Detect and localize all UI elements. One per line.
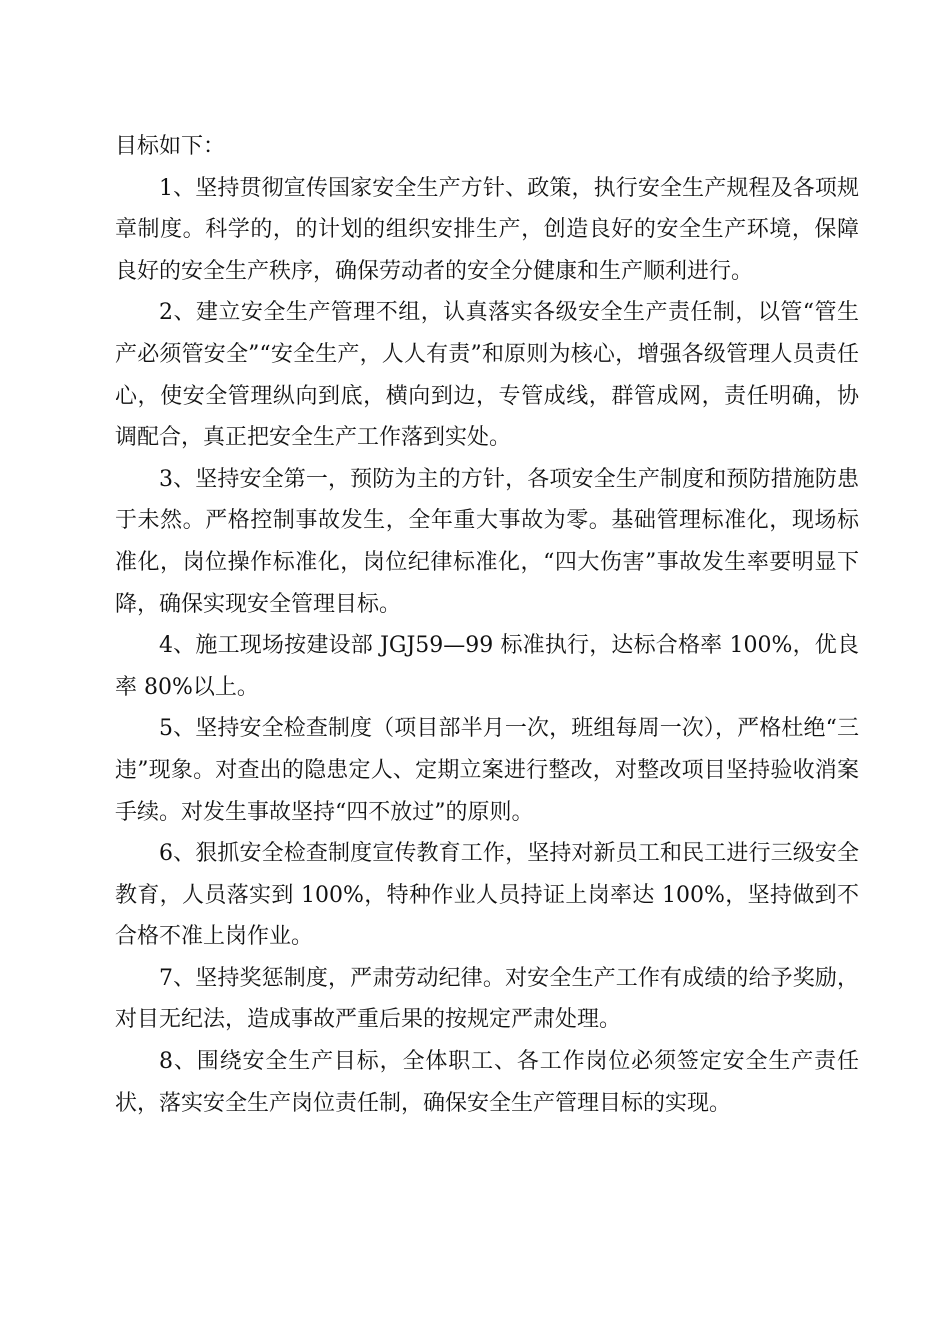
paragraph-1: 1、坚持贯彻宣传国家安全生产方针、政策，执行安全生产规程及各项规章制度。科学的，的计划的组织安排生产，创造良好的安全生产环境，保障良好的安全生产秩序，确保劳动者的安全分健康和生产顺利进行。 [115, 175, 859, 284]
paragraph-2: 2、建立安全生产管理不组，认真落实各级安全生产责任制，以管“管生产必须管安全”“安全生产，人人有责”和原则为核心，增强各级管理人员责任心，使安全管理纵向到底，横向到边，专管成线，群管成网，责任明确，协调配合，真正把安全生产工作落到实处。 [115, 300, 859, 451]
document-body [115, 126, 859, 1124]
paragraph-8: 8、围绕安全生产目标，全体职工、各工作岗位必须签定安全生产责任状，落实安全生产岗位责任制，确保安全生产管理目标的实现。 [115, 1049, 859, 1116]
paragraph-5: 5、坚持安全检查制度（项目部半月一次，班组每周一次），严格杜绝“三违”现象。对查出的隐患定人、定期立案进行整改，对整改项目坚持验收消案手续。对发生事故坚持“四不放过”的原则。 [115, 716, 859, 825]
paragraph-4: 4、施工现场按建设部 JGJ59—99 标准执行，达标合格率 100%，优良率 80%以上。 [115, 633, 859, 700]
paragraph-7: 7、坚持奖惩制度，严肃劳动纪律。对安全生产工作有成绩的给予奖励，对目无纪法，造成事故严重后果的按规定严肃处理。 [115, 965, 859, 1033]
intro-line: 目标如下： [115, 134, 226, 159]
paragraph-3: 3、坚持安全第一，预防为主的方针，各项安全生产制度和预防措施防患于未然。严格控制事故发生，全年重大事故为零。基础管理标准化，现场标准化，岗位操作标准化，岗位纪律标准化，“四大伤害”事故发生率要明显下降，确保实现安全管理目标。 [115, 466, 859, 617]
paragraph-6: 6、狠抓安全检查制度宣传教育工作，坚持对新员工和民工进行三级安全教育，人员落实到 100%，特种作业人员持证上岗率达 100%，坚持做到不合格不准上岗作业。 [115, 841, 859, 950]
